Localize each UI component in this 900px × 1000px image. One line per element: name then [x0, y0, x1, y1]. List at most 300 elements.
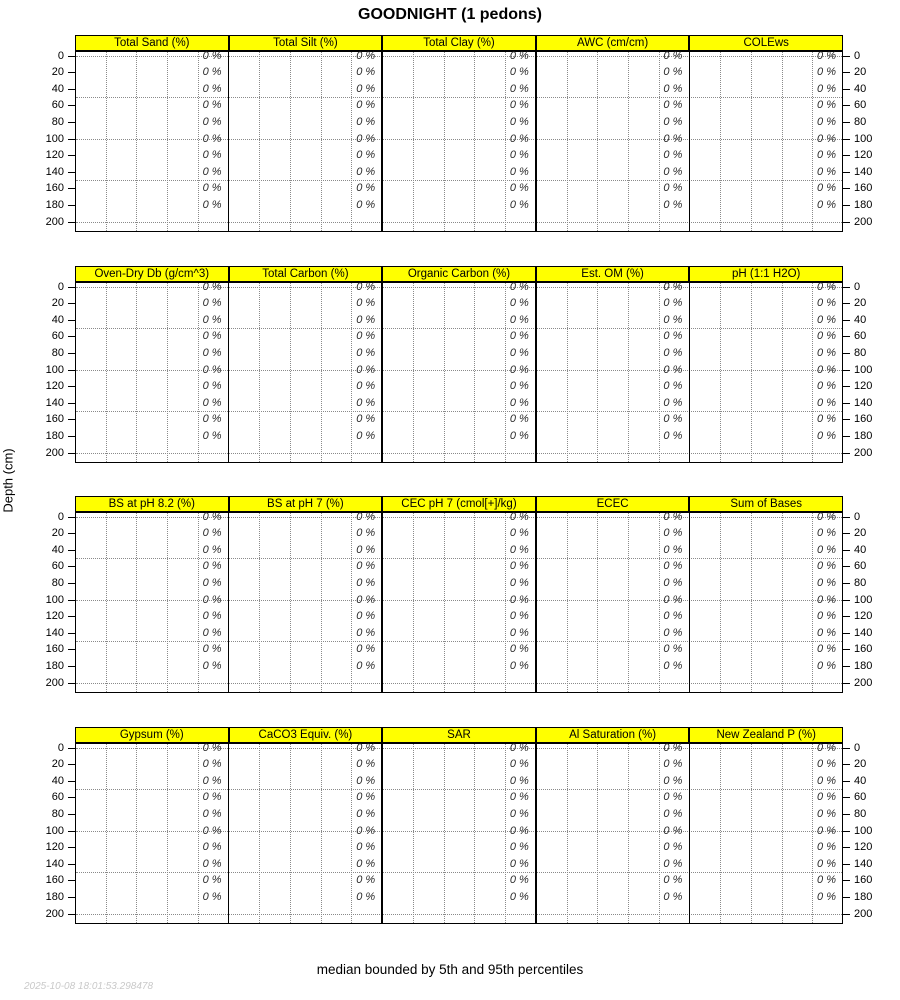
- y-axis-tick-right: [843, 831, 850, 832]
- y-axis-tick-left: [68, 172, 75, 173]
- value-label: 0 %: [202, 807, 222, 820]
- y-axis-tick-right: [843, 814, 850, 815]
- y-axis-tick-label-left: 140: [45, 857, 64, 870]
- y-axis-tick-right: [843, 550, 850, 551]
- y-axis-tick-label-left: 60: [51, 99, 64, 112]
- panel-separator: [228, 51, 230, 232]
- y-axis-tick-label-right: 120: [854, 841, 873, 854]
- value-label: 0 %: [202, 857, 222, 870]
- y-axis-tick-label-right: 180: [854, 890, 873, 903]
- value-label: 0 %: [202, 346, 222, 359]
- value-label: 0 %: [817, 49, 836, 62]
- y-axis-tick-right: [843, 172, 850, 173]
- value-label: 0 %: [509, 659, 529, 672]
- value-label: 0 %: [356, 49, 376, 62]
- panel-separator: [381, 282, 383, 463]
- y-axis-tick-right: [843, 353, 850, 354]
- value-label: 0 %: [663, 857, 683, 870]
- value-label: 0 %: [663, 510, 683, 523]
- value-label: 0 %: [817, 643, 836, 656]
- y-axis-tick-label-right: 140: [854, 857, 873, 870]
- value-label: 0 %: [356, 280, 376, 293]
- y-axis-tick-left: [68, 683, 75, 684]
- v-gridline: [597, 52, 598, 231]
- value-label: 0 %: [202, 165, 222, 178]
- value-label: 0 %: [509, 82, 529, 95]
- panel-strip-al-saturation: Al Saturation (%): [536, 727, 690, 743]
- y-axis-tick-left: [68, 797, 75, 798]
- y-axis-tick-label-right: 100: [854, 824, 873, 837]
- value-label: 0 %: [509, 413, 529, 426]
- y-axis-tick-right: [843, 453, 850, 454]
- y-axis-tick-left: [68, 436, 75, 437]
- value-label: 0 %: [509, 543, 529, 556]
- value-label: 0 %: [356, 346, 376, 359]
- y-axis-tick-left: [68, 814, 75, 815]
- value-label: 0 %: [663, 576, 683, 589]
- y-axis-tick-label-left: 100: [45, 593, 64, 606]
- y-axis-tick-label-right: 40: [854, 82, 867, 95]
- value-label: 0 %: [509, 198, 529, 211]
- y-axis-tick-label-left: 60: [51, 560, 64, 573]
- value-label: 0 %: [817, 758, 836, 771]
- y-axis-tick-label-right: 120: [854, 610, 873, 623]
- y-axis-tick-right: [843, 403, 850, 404]
- y-axis-tick-left: [68, 139, 75, 140]
- v-gridline: [751, 52, 752, 231]
- panel-strip-colews: COLEws: [689, 35, 843, 51]
- chart-title: GOODNIGHT (1 pedons): [358, 6, 542, 23]
- y-axis-tick-right: [843, 748, 850, 749]
- y-axis-tick-label-right: 20: [854, 758, 867, 771]
- y-axis-tick-label-left: 200: [45, 676, 64, 689]
- value-label: 0 %: [356, 313, 376, 326]
- v-gridline: [567, 52, 568, 231]
- panel-strip-ecec: ECEC: [536, 496, 690, 512]
- value-label: 0 %: [356, 874, 376, 887]
- panel-strip-total-clay: Total Clay (%): [382, 35, 536, 51]
- y-axis-tick-label-right: 160: [854, 413, 873, 426]
- y-axis-tick-right: [843, 386, 850, 387]
- panel-strip-total-silt: Total Silt (%): [229, 35, 383, 51]
- value-label: 0 %: [509, 643, 529, 656]
- y-axis-tick-right: [843, 600, 850, 601]
- y-axis-tick-label-left: 40: [51, 543, 64, 556]
- value-label: 0 %: [202, 527, 222, 540]
- v-gridline: [444, 52, 445, 231]
- y-axis-tick-left: [68, 336, 75, 337]
- y-axis-tick-label-right: 120: [854, 380, 873, 393]
- h-gridline: [76, 789, 842, 790]
- panel-separator: [689, 51, 691, 232]
- y-axis-tick-left: [68, 831, 75, 832]
- value-label: 0 %: [509, 626, 529, 639]
- v-gridline: [259, 513, 260, 692]
- v-gridline: [290, 513, 291, 692]
- value-label: 0 %: [817, 576, 836, 589]
- value-label: 0 %: [202, 182, 222, 195]
- panel-strip-ph-1-1-h2o: pH (1:1 H2O): [689, 266, 843, 282]
- y-axis-tick-left: [68, 370, 75, 371]
- y-axis-tick-left: [68, 155, 75, 156]
- caption: median bounded by 5th and 95th percentiles: [316, 962, 584, 977]
- value-label: 0 %: [202, 99, 222, 112]
- v-gridline: [567, 513, 568, 692]
- y-axis-tick-left: [68, 914, 75, 915]
- value-label: 0 %: [356, 824, 376, 837]
- h-gridline: [76, 558, 842, 559]
- y-axis-tick-left: [68, 633, 75, 634]
- y-axis-tick-label-right: 80: [854, 807, 867, 820]
- value-label: 0 %: [356, 543, 376, 556]
- value-label: 0 %: [202, 198, 222, 211]
- y-axis-tick-right: [843, 797, 850, 798]
- value-label: 0 %: [817, 380, 836, 393]
- y-axis-tick-right: [843, 633, 850, 634]
- value-label: 0 %: [356, 99, 376, 112]
- y-axis-tick-label-left: 80: [51, 346, 64, 359]
- y-axis-tick-right: [843, 155, 850, 156]
- y-axis-tick-right: [843, 880, 850, 881]
- value-label: 0 %: [202, 560, 222, 573]
- y-axis-tick-label-left: 20: [51, 527, 64, 540]
- value-label: 0 %: [663, 824, 683, 837]
- value-label: 0 %: [202, 115, 222, 128]
- value-label: 0 %: [509, 297, 529, 310]
- y-axis-tick-left: [68, 303, 75, 304]
- panel-strip-oven-dry-db-g-cm-3: Oven-Dry Db (g/cm^3): [75, 266, 229, 282]
- y-axis-tick-label-left: 80: [51, 807, 64, 820]
- y-axis-tick-label-left: 140: [45, 626, 64, 639]
- v-gridline: [259, 52, 260, 231]
- value-label: 0 %: [202, 363, 222, 376]
- y-axis-tick-label-left: 20: [51, 297, 64, 310]
- y-axis-tick-left: [68, 353, 75, 354]
- y-axis-tick-left: [68, 419, 75, 420]
- value-label: 0 %: [509, 610, 529, 623]
- y-axis-tick-right: [843, 188, 850, 189]
- value-label: 0 %: [663, 149, 683, 162]
- value-label: 0 %: [663, 396, 683, 409]
- y-axis-tick-right: [843, 336, 850, 337]
- value-label: 0 %: [356, 610, 376, 623]
- value-label: 0 %: [356, 297, 376, 310]
- v-gridline: [106, 744, 107, 923]
- panel-strip-total-carbon: Total Carbon (%): [229, 266, 383, 282]
- y-axis-tick-label-right: 60: [854, 560, 867, 573]
- y-axis-tick-left: [68, 89, 75, 90]
- value-label: 0 %: [509, 774, 529, 787]
- panel-separator: [689, 512, 691, 693]
- value-label: 0 %: [817, 543, 836, 556]
- timestamp: 2025-10-08 18:01:53.298478: [24, 981, 154, 992]
- y-axis-tick-left: [68, 616, 75, 617]
- y-axis-tick-right: [843, 533, 850, 534]
- v-gridline: [720, 744, 721, 923]
- h-gridline: [76, 222, 842, 223]
- value-label: 0 %: [356, 774, 376, 787]
- y-axis-tick-right: [843, 583, 850, 584]
- value-label: 0 %: [817, 82, 836, 95]
- y-axis-tick-label-right: 100: [854, 593, 873, 606]
- y-axis-tick-label-right: 200: [854, 215, 873, 228]
- value-label: 0 %: [663, 741, 683, 754]
- value-label: 0 %: [663, 610, 683, 623]
- y-axis-tick-label-right: 20: [854, 527, 867, 540]
- y-axis-tick-label-right: 140: [854, 626, 873, 639]
- value-label: 0 %: [509, 841, 529, 854]
- value-label: 0 %: [663, 890, 683, 903]
- y-axis-tick-label-right: 0: [854, 280, 861, 293]
- value-label: 0 %: [356, 429, 376, 442]
- value-label: 0 %: [202, 791, 222, 804]
- value-label: 0 %: [202, 49, 222, 62]
- y-axis-tick-label-left: 100: [45, 363, 64, 376]
- value-label: 0 %: [356, 380, 376, 393]
- value-label: 0 %: [202, 593, 222, 606]
- value-label: 0 %: [356, 593, 376, 606]
- v-gridline: [413, 744, 414, 923]
- y-axis-tick-right: [843, 649, 850, 650]
- value-label: 0 %: [663, 758, 683, 771]
- h-gridline: [76, 453, 842, 454]
- value-label: 0 %: [356, 807, 376, 820]
- y-axis-tick-label-left: 180: [45, 659, 64, 672]
- y-axis-tick-left: [68, 453, 75, 454]
- value-label: 0 %: [356, 741, 376, 754]
- value-label: 0 %: [817, 527, 836, 540]
- y-axis-tick-label-left: 80: [51, 115, 64, 128]
- panel-strip-organic-carbon: Organic Carbon (%): [382, 266, 536, 282]
- y-axis-tick-label-left: 0: [57, 280, 64, 293]
- panel-separator: [228, 743, 230, 924]
- v-gridline: [259, 744, 260, 923]
- value-label: 0 %: [356, 363, 376, 376]
- y-axis-tick-label-right: 140: [854, 165, 873, 178]
- y-axis-tick-label-left: 160: [45, 874, 64, 887]
- value-label: 0 %: [663, 659, 683, 672]
- value-label: 0 %: [817, 560, 836, 573]
- y-axis-tick-right: [843, 56, 850, 57]
- y-axis-tick-label-right: 60: [854, 791, 867, 804]
- y-axis-tick-label-left: 120: [45, 149, 64, 162]
- value-label: 0 %: [663, 643, 683, 656]
- panel-separator: [535, 512, 537, 693]
- value-label: 0 %: [817, 626, 836, 639]
- value-label: 0 %: [817, 198, 836, 211]
- y-axis-tick-label-right: 100: [854, 132, 873, 145]
- value-label: 0 %: [356, 576, 376, 589]
- y-axis-tick-label-right: 0: [854, 49, 861, 62]
- y-axis-tick-label-right: 60: [854, 99, 867, 112]
- value-label: 0 %: [663, 280, 683, 293]
- y-axis-tick-label-right: 20: [854, 297, 867, 310]
- y-axis-tick-label-right: 80: [854, 346, 867, 359]
- value-label: 0 %: [356, 643, 376, 656]
- value-label: 0 %: [817, 429, 836, 442]
- value-label: 0 %: [817, 330, 836, 343]
- value-label: 0 %: [509, 313, 529, 326]
- value-label: 0 %: [663, 807, 683, 820]
- y-axis-tick-left: [68, 72, 75, 73]
- panel-strip-total-sand: Total Sand (%): [75, 35, 229, 51]
- value-label: 0 %: [817, 149, 836, 162]
- value-label: 0 %: [356, 413, 376, 426]
- y-axis-tick-label-left: 0: [57, 741, 64, 754]
- y-axis-tick-label-left: 200: [45, 907, 64, 920]
- value-label: 0 %: [663, 874, 683, 887]
- value-label: 0 %: [817, 791, 836, 804]
- panel-strip-bs-at-ph-8-2: BS at pH 8.2 (%): [75, 496, 229, 512]
- y-axis-tick-label-left: 20: [51, 758, 64, 771]
- h-gridline: [76, 411, 842, 412]
- y-axis-tick-label-left: 40: [51, 774, 64, 787]
- v-gridline: [106, 513, 107, 692]
- y-axis-tick-right: [843, 666, 850, 667]
- value-label: 0 %: [663, 791, 683, 804]
- value-label: 0 %: [202, 297, 222, 310]
- value-label: 0 %: [663, 132, 683, 145]
- value-label: 0 %: [509, 99, 529, 112]
- value-label: 0 %: [663, 99, 683, 112]
- y-axis-tick-right: [843, 303, 850, 304]
- v-gridline: [136, 513, 137, 692]
- y-axis-tick-right: [843, 89, 850, 90]
- y-axis-tick-left: [68, 56, 75, 57]
- value-label: 0 %: [356, 527, 376, 540]
- panel-separator: [381, 51, 383, 232]
- value-label: 0 %: [356, 857, 376, 870]
- y-axis-tick-label-left: 60: [51, 330, 64, 343]
- y-axis-tick-right: [843, 105, 850, 106]
- y-axis-tick-left: [68, 533, 75, 534]
- y-axis-tick-left: [68, 122, 75, 123]
- value-label: 0 %: [817, 593, 836, 606]
- value-label: 0 %: [663, 774, 683, 787]
- y-axis-tick-left: [68, 649, 75, 650]
- y-axis-tick-left: [68, 583, 75, 584]
- y-axis-tick-left: [68, 188, 75, 189]
- y-axis-tick-left: [68, 748, 75, 749]
- y-axis-tick-label-right: 140: [854, 396, 873, 409]
- v-gridline: [136, 52, 137, 231]
- panel-strip-sar: SAR: [382, 727, 536, 743]
- h-gridline: [76, 872, 842, 873]
- y-axis-tick-label-left: 0: [57, 510, 64, 523]
- y-axis-tick-label-right: 200: [854, 676, 873, 689]
- value-label: 0 %: [663, 313, 683, 326]
- y-axis-tick-label-left: 120: [45, 841, 64, 854]
- value-label: 0 %: [817, 297, 836, 310]
- v-gridline: [597, 744, 598, 923]
- value-label: 0 %: [509, 560, 529, 573]
- value-label: 0 %: [663, 115, 683, 128]
- value-label: 0 %: [817, 510, 836, 523]
- v-gridline: [413, 283, 414, 462]
- y-axis-tick-right: [843, 914, 850, 915]
- value-label: 0 %: [663, 841, 683, 854]
- value-label: 0 %: [509, 363, 529, 376]
- y-axis-tick-label-right: 20: [854, 66, 867, 79]
- panel-separator: [689, 282, 691, 463]
- value-label: 0 %: [356, 659, 376, 672]
- y-axis-tick-right: [843, 616, 850, 617]
- value-label: 0 %: [663, 429, 683, 442]
- y-axis-tick-left: [68, 666, 75, 667]
- value-label: 0 %: [202, 841, 222, 854]
- y-axis-tick-right: [843, 781, 850, 782]
- value-label: 0 %: [817, 182, 836, 195]
- y-axis-tick-left: [68, 764, 75, 765]
- y-axis-tick-left: [68, 847, 75, 848]
- value-label: 0 %: [817, 824, 836, 837]
- value-label: 0 %: [663, 66, 683, 79]
- value-label: 0 %: [817, 774, 836, 787]
- y-axis-tick-left: [68, 222, 75, 223]
- y-axis-tick-label-left: 120: [45, 610, 64, 623]
- panel-separator: [535, 51, 537, 232]
- value-label: 0 %: [202, 66, 222, 79]
- y-axis-tick-right: [843, 287, 850, 288]
- y-axis-tick-left: [68, 287, 75, 288]
- y-axis-tick-label-right: 160: [854, 643, 873, 656]
- y-axis-tick-left: [68, 386, 75, 387]
- value-label: 0 %: [509, 149, 529, 162]
- value-label: 0 %: [509, 346, 529, 359]
- y-axis-tick-label-left: 40: [51, 82, 64, 95]
- y-axis-tick-right: [843, 320, 850, 321]
- y-axis-tick-label-left: 200: [45, 446, 64, 459]
- value-label: 0 %: [202, 132, 222, 145]
- value-label: 0 %: [509, 857, 529, 870]
- y-axis-tick-left: [68, 864, 75, 865]
- panel-separator: [228, 282, 230, 463]
- panel-separator: [535, 282, 537, 463]
- y-axis-tick-label-left: 180: [45, 198, 64, 211]
- y-axis-tick-label-right: 80: [854, 576, 867, 589]
- value-label: 0 %: [202, 626, 222, 639]
- y-axis-tick-label-right: 180: [854, 659, 873, 672]
- panel-separator: [689, 743, 691, 924]
- v-gridline: [720, 52, 721, 231]
- value-label: 0 %: [509, 396, 529, 409]
- value-label: 0 %: [509, 593, 529, 606]
- value-label: 0 %: [202, 643, 222, 656]
- value-label: 0 %: [356, 165, 376, 178]
- value-label: 0 %: [202, 874, 222, 887]
- panel-strip-gypsum: Gypsum (%): [75, 727, 229, 743]
- value-label: 0 %: [817, 346, 836, 359]
- value-label: 0 %: [356, 66, 376, 79]
- y-axis-tick-label-right: 180: [854, 198, 873, 211]
- value-label: 0 %: [509, 165, 529, 178]
- y-axis-tick-label-right: 120: [854, 149, 873, 162]
- y-axis-title: Depth (cm): [0, 448, 16, 513]
- panel-separator: [535, 743, 537, 924]
- y-axis-tick-left: [68, 205, 75, 206]
- value-label: 0 %: [356, 115, 376, 128]
- v-gridline: [751, 744, 752, 923]
- y-axis-tick-left: [68, 550, 75, 551]
- value-label: 0 %: [509, 182, 529, 195]
- value-label: 0 %: [509, 66, 529, 79]
- v-gridline: [567, 744, 568, 923]
- value-label: 0 %: [817, 741, 836, 754]
- y-axis-tick-right: [843, 897, 850, 898]
- y-axis-tick-label-left: 180: [45, 429, 64, 442]
- value-label: 0 %: [356, 626, 376, 639]
- y-axis-tick-label-left: 60: [51, 791, 64, 804]
